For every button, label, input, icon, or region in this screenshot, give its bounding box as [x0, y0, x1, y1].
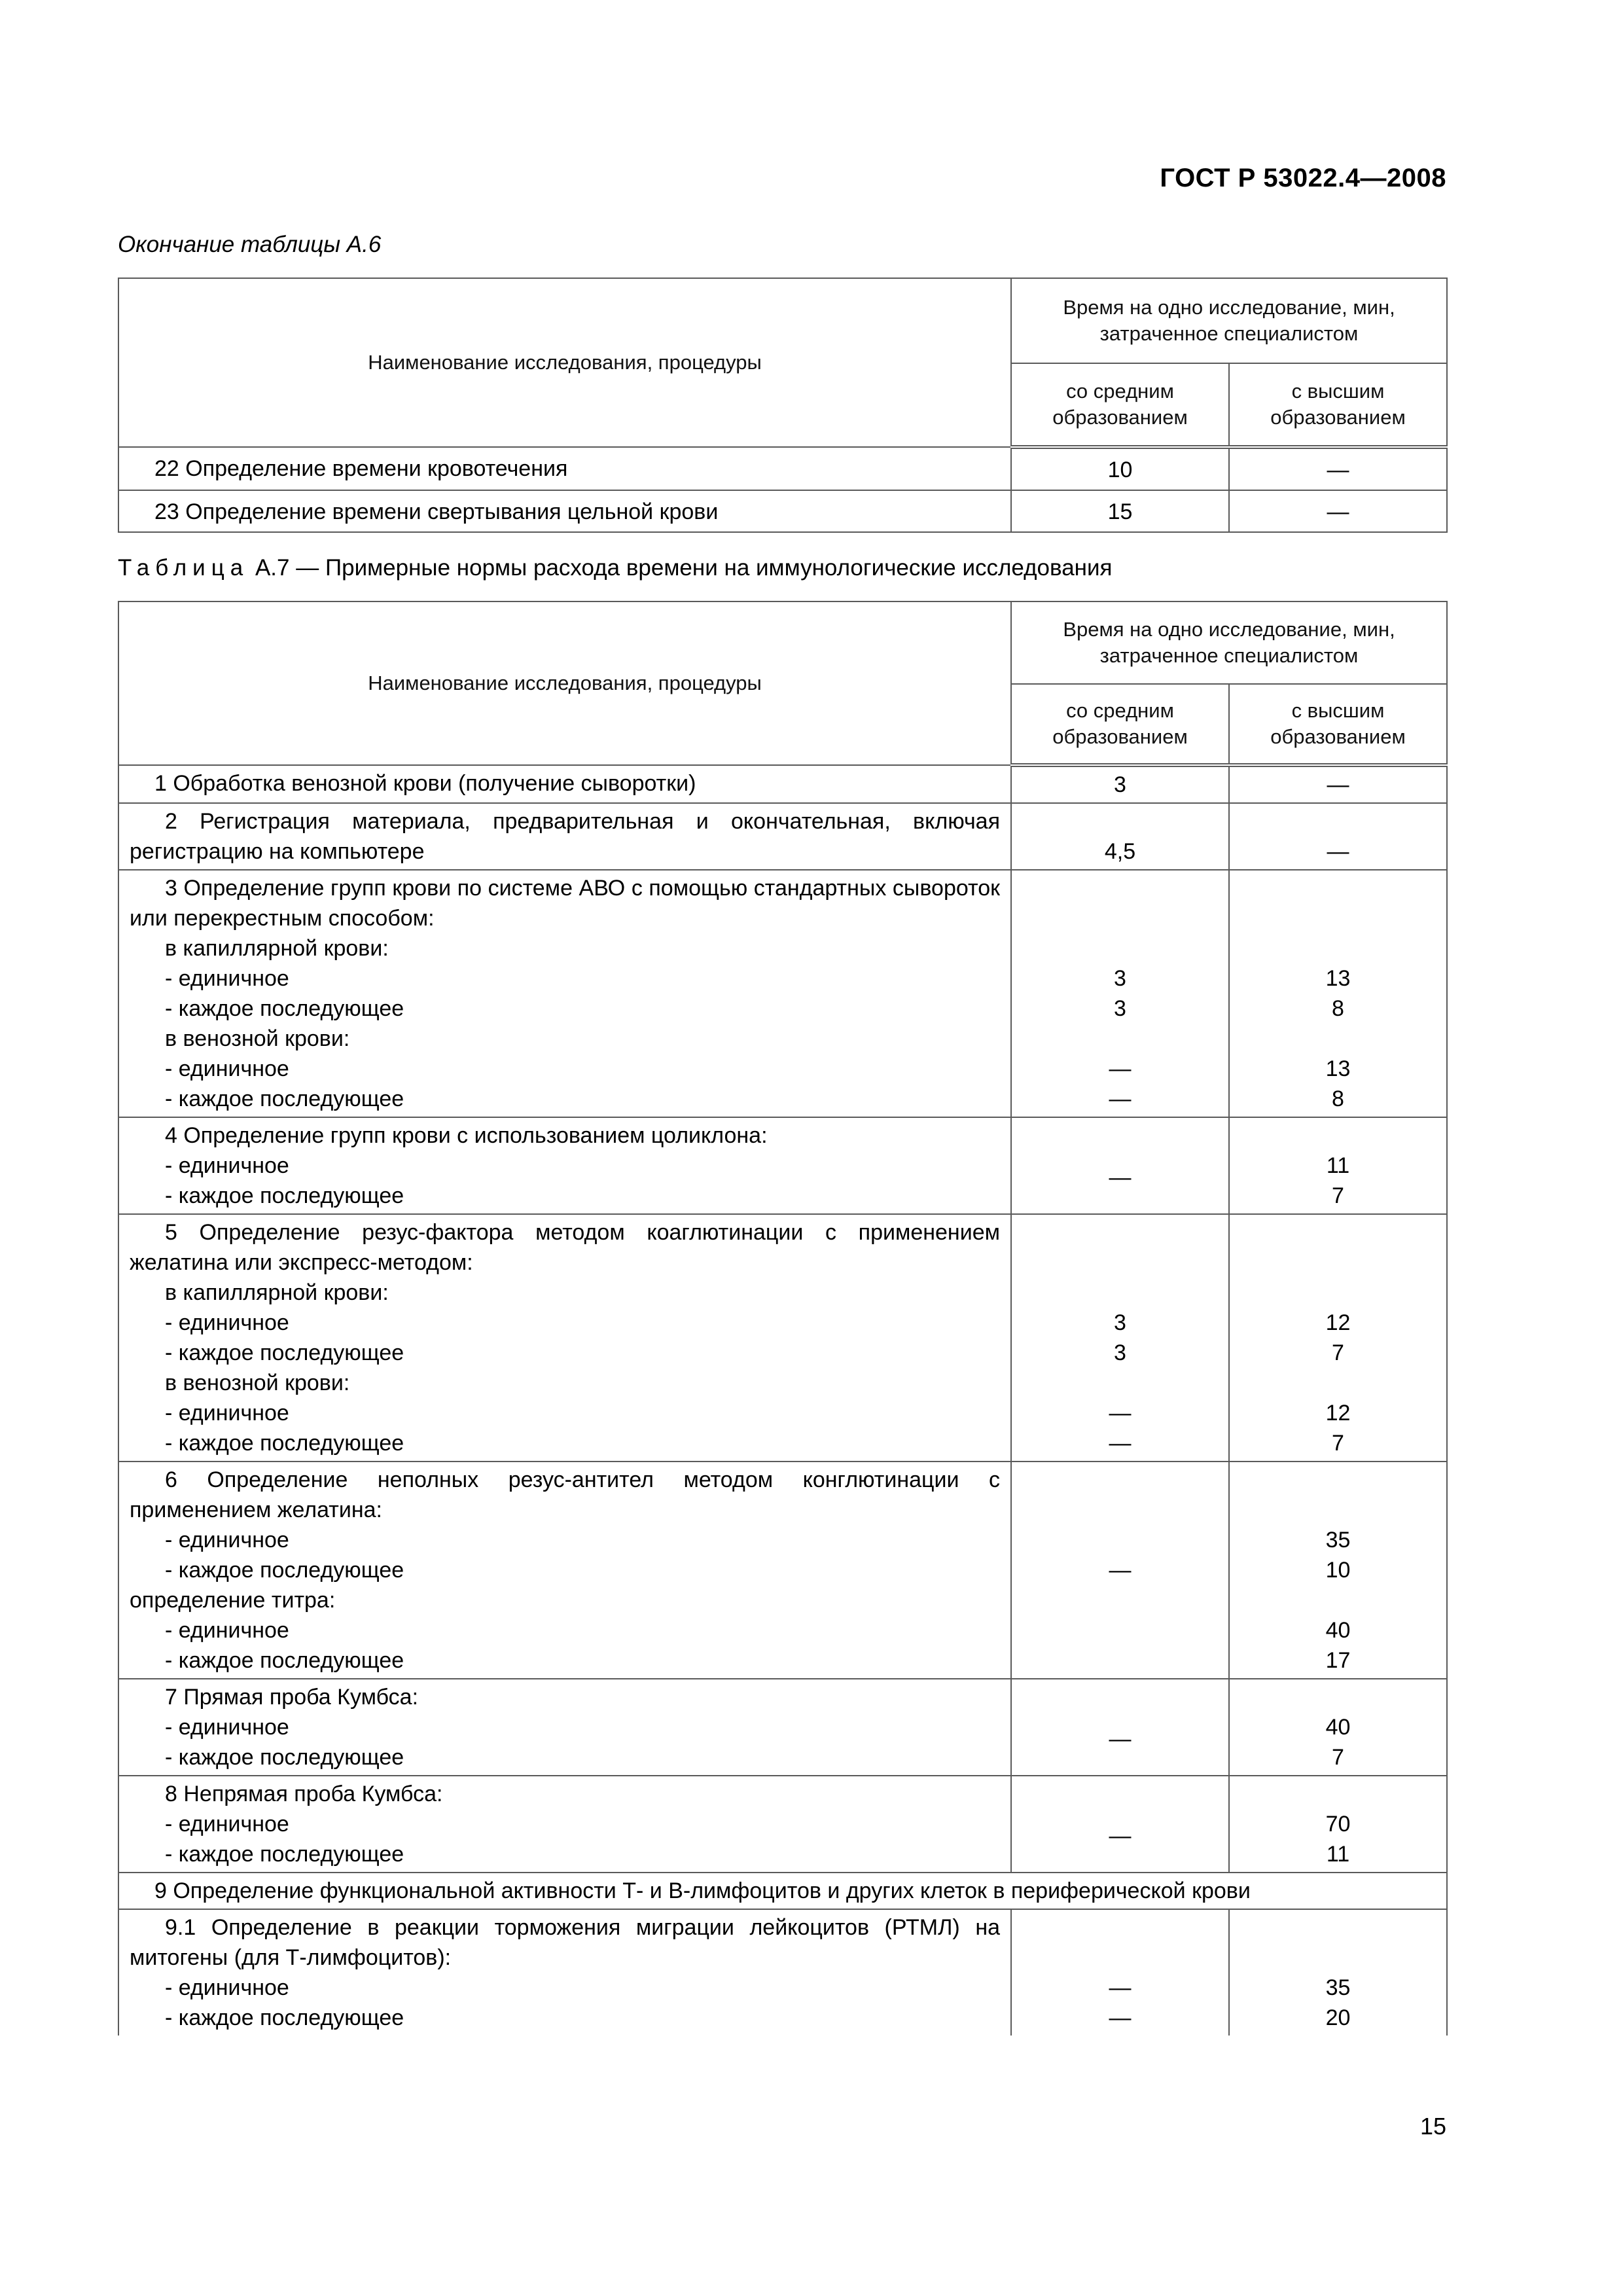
- table-row: [118, 870, 1447, 1117]
- row-name-spanning: 9 Определение функциональной активности Т- и В-лимфоцитов и других клеток в периферической крови: [118, 1873, 1447, 1909]
- row-name: 6 Определение неполных резус-антител методом конглютинации с применением желатина: - единичное - каждое последующее определение титра: - единичное - каждое последующее: [118, 1462, 1011, 1679]
- table-row: [118, 1117, 1447, 1214]
- col-header-time: Время на одно исследование, мин, затраченное специалистом: [1011, 278, 1447, 363]
- row-mid: 15: [1011, 490, 1229, 532]
- row-mid: —: [1011, 1776, 1229, 1873]
- row-name: 23 Определение времени свертывания цельной крови: [118, 490, 1011, 532]
- table-row: [118, 1214, 1447, 1462]
- table-row: [118, 490, 1447, 532]
- row-name: 5 Определение резус-фактора методом коаглютинации с применением желатина или экспресс-методом: в капиллярной крови: - единичное - каждое последующее в венозной крови: - единичное - каждое последующее: [118, 1214, 1011, 1462]
- table-caption-label: Таблица: [118, 555, 249, 581]
- table-a6: [118, 278, 1448, 533]
- row-name: 2 Регистрация материала, предварительная и окончательная, включая регистрацию на компьютере: [118, 803, 1011, 870]
- row-mid: —: [1011, 1117, 1229, 1214]
- table-row: [118, 803, 1447, 870]
- row-mid: — —: [1011, 1909, 1229, 2036]
- row-mid: 10: [1011, 447, 1229, 490]
- row-name: 3 Определение групп крови по системе АВО с помощью стандартных сывороток или перекрестным способом: в капиллярной крови: - единичное - каждое последующее в венозной крови: - единичное - каждое последующее: [118, 870, 1011, 1117]
- row-mid: 3: [1011, 765, 1229, 803]
- col-header-high-education: с высшим образованием: [1229, 684, 1447, 765]
- table-row: [118, 1909, 1447, 2036]
- table-row: [118, 1462, 1447, 1679]
- table-row: [118, 765, 1447, 803]
- row-high: 35 20: [1229, 1909, 1447, 2036]
- row-high: —: [1229, 447, 1447, 490]
- table-row: [118, 1679, 1447, 1776]
- table-caption-text: А.7 — Примерные нормы расхода времени на иммунологические исследования: [249, 555, 1113, 581]
- col-header-high-education: с высшим образованием: [1229, 363, 1447, 447]
- row-name: 1 Обработка венозной крови (получение сыворотки): [118, 765, 1011, 803]
- table-a7-caption: [118, 555, 1113, 581]
- table-a7: [118, 601, 1448, 2036]
- col-header-mid-education: со средним образованием: [1011, 684, 1229, 765]
- row-name: 22 Определение времени кровотечения: [118, 447, 1011, 490]
- col-header-mid-education: со средним образованием: [1011, 363, 1229, 447]
- table-row: [118, 1776, 1447, 1873]
- page-number: 15: [1419, 2113, 1446, 2140]
- row-name: 9.1 Определение в реакции торможения миграции лейкоцитов (РТМЛ) на митогены (для Т-лимфоцитов): - единичное - каждое последующее: [118, 1909, 1011, 2036]
- row-high: 40 7: [1229, 1679, 1447, 1776]
- row-mid: —: [1011, 1462, 1229, 1679]
- col-header-name: Наименование исследования, процедуры: [118, 278, 1011, 447]
- table-a6-continuation-caption: Окончание таблицы А.6: [118, 232, 382, 257]
- col-header-name: Наименование исследования, процедуры: [118, 601, 1011, 765]
- row-name: 7 Прямая проба Кумбса: - единичное - каждое последующее: [118, 1679, 1011, 1776]
- row-high: 13 8 13 8: [1229, 870, 1447, 1117]
- row-mid: —: [1011, 1679, 1229, 1776]
- row-high: —: [1229, 803, 1447, 870]
- row-name: 4 Определение групп крови с использованием цоликлона: - единичное - каждое последующее: [118, 1117, 1011, 1214]
- row-high: —: [1229, 490, 1447, 532]
- table-row: [118, 447, 1447, 490]
- row-high: 70 11: [1229, 1776, 1447, 1873]
- row-mid: 3 3 — —: [1011, 1214, 1229, 1462]
- row-high: —: [1229, 765, 1447, 803]
- row-high: 35 10 40 17: [1229, 1462, 1447, 1679]
- row-high: 11 7: [1229, 1117, 1447, 1214]
- row-mid: 3 3 — —: [1011, 870, 1229, 1117]
- row-mid: 4,5: [1011, 803, 1229, 870]
- row-name: 8 Непрямая проба Кумбса: - единичное - каждое последующее: [118, 1776, 1011, 1873]
- col-header-time: Время на одно исследование, мин, затраченное специалистом: [1011, 601, 1447, 684]
- document-code: ГОСТ Р 53022.4—2008: [1160, 164, 1446, 192]
- table-row: [118, 1873, 1447, 1909]
- row-high: 12 7 12 7: [1229, 1214, 1447, 1462]
